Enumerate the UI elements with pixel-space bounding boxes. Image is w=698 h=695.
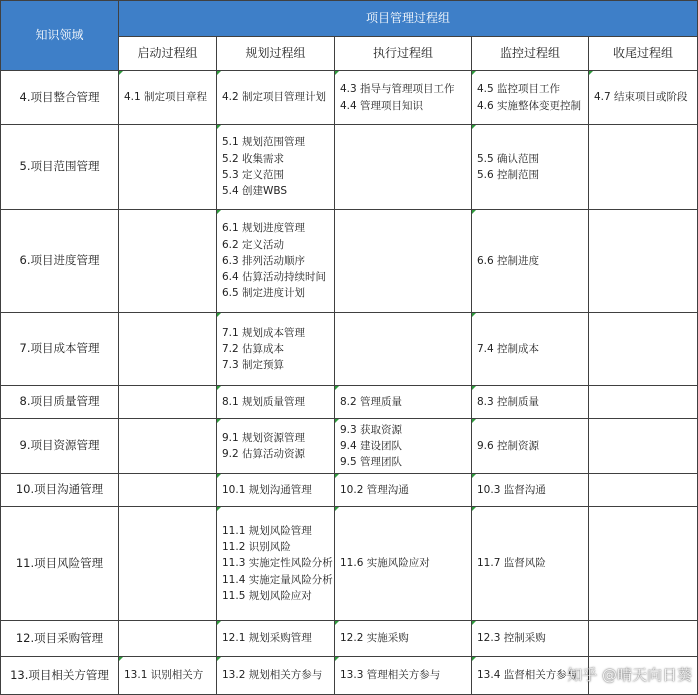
cell-corner-marker bbox=[217, 419, 221, 423]
process-item: 6.2 定义活动 bbox=[222, 238, 285, 251]
cell-monitoring bbox=[472, 419, 589, 474]
process-item: 4.5 监控项目工作 bbox=[477, 83, 561, 96]
process-item: 7.4 控制成本 bbox=[477, 342, 540, 355]
cell-executing bbox=[335, 210, 472, 313]
knowledge-area-label: 9.项目资源管理 bbox=[1, 419, 119, 474]
cell-executing bbox=[335, 71, 472, 125]
process-item: 11.5 规划风险应对 bbox=[222, 589, 312, 602]
process-item: 4.2 制定项目管理计划 bbox=[222, 91, 327, 104]
cell-closing bbox=[589, 386, 698, 419]
process-item: 13.4 监督相关方参与 bbox=[477, 669, 578, 682]
process-item: 11.4 实施定量风险分析 bbox=[222, 573, 333, 586]
process-item: 4.3 指导与管理项目工作 bbox=[340, 83, 455, 96]
cell-monitoring bbox=[472, 621, 589, 657]
process-item: 5.4 创建WBS bbox=[222, 185, 288, 198]
column-header-planning: 规划过程组 bbox=[217, 37, 335, 71]
process-item: 10.2 管理沟通 bbox=[340, 483, 409, 496]
cell-corner-marker bbox=[472, 657, 476, 661]
process-item: 6.5 制定进度计划 bbox=[222, 287, 306, 300]
watermark: 知乎 @晴天向日葵 bbox=[567, 666, 692, 684]
cell-corner-marker bbox=[217, 386, 221, 390]
process-item: 4.1 制定项目章程 bbox=[124, 91, 208, 104]
table-row bbox=[1, 507, 698, 621]
cell-corner-marker bbox=[119, 657, 123, 661]
process-item: 12.2 实施采购 bbox=[340, 632, 409, 645]
table-row bbox=[1, 621, 698, 657]
process-item: 10.1 规划沟通管理 bbox=[222, 483, 312, 496]
cell-corner-marker bbox=[335, 474, 339, 478]
process-item: 11.2 识别风险 bbox=[222, 541, 291, 554]
knowledge-area-label: 5.项目范围管理 bbox=[1, 125, 119, 210]
cell-closing bbox=[589, 474, 698, 507]
cell-initiating bbox=[119, 71, 217, 125]
cell-closing bbox=[589, 419, 698, 474]
process-item: 9.3 获取资源 bbox=[340, 423, 403, 436]
cell-closing bbox=[589, 71, 698, 125]
process-item: 9.4 建设团队 bbox=[340, 439, 403, 452]
cell-planning bbox=[217, 210, 335, 313]
process-item: 12.3 控制采购 bbox=[477, 632, 546, 645]
cell-corner-marker bbox=[589, 71, 593, 75]
column-header-executing: 执行过程组 bbox=[335, 37, 472, 71]
cell-monitoring bbox=[472, 71, 589, 125]
cell-planning bbox=[217, 419, 335, 474]
knowledge-area-label: 4.项目整合管理 bbox=[1, 71, 119, 125]
process-item: 6.1 规划进度管理 bbox=[222, 222, 306, 235]
knowledge-area-label: 13.项目相关方管理 bbox=[1, 657, 119, 695]
cell-corner-marker bbox=[472, 621, 476, 625]
cell-initiating bbox=[119, 474, 217, 507]
process-item: 13.3 管理相关方参与 bbox=[340, 669, 441, 682]
table-row bbox=[1, 386, 698, 419]
cell-monitoring bbox=[472, 125, 589, 210]
cell-corner-marker bbox=[472, 210, 476, 214]
cell-corner-marker bbox=[472, 71, 476, 75]
cell-initiating bbox=[119, 125, 217, 210]
cell-corner-marker bbox=[472, 419, 476, 423]
process-item: 9.1 规划资源管理 bbox=[222, 431, 306, 444]
cell-initiating bbox=[119, 419, 217, 474]
table-body bbox=[1, 71, 698, 695]
process-item: 13.2 规划相关方参与 bbox=[222, 669, 323, 682]
cell-monitoring bbox=[472, 313, 589, 386]
cell-executing bbox=[335, 313, 472, 386]
cell-corner-marker bbox=[335, 419, 339, 423]
cell-initiating bbox=[119, 313, 217, 386]
process-item: 4.4 管理项目知识 bbox=[340, 99, 424, 112]
cell-corner-marker bbox=[217, 71, 221, 75]
process-item: 6.4 估算活动持续时间 bbox=[222, 271, 327, 284]
cell-closing bbox=[589, 507, 698, 621]
cell-corner-marker bbox=[217, 657, 221, 661]
cell-corner-marker bbox=[335, 657, 339, 661]
process-item: 5.3 定义范围 bbox=[222, 169, 285, 181]
process-item: 8.1 规划质量管理 bbox=[222, 395, 306, 408]
knowledge-area-label: 7.项目成本管理 bbox=[1, 313, 119, 386]
table-row bbox=[1, 313, 698, 386]
cell-corner-marker bbox=[472, 313, 476, 317]
cell-executing bbox=[335, 657, 472, 695]
cell-executing bbox=[335, 507, 472, 621]
table-row bbox=[1, 210, 698, 313]
cell-monitoring bbox=[472, 210, 589, 313]
cell-corner-marker bbox=[217, 621, 221, 625]
cell-planning bbox=[217, 474, 335, 507]
column-header-monitoring: 监控过程组 bbox=[472, 37, 589, 71]
cell-corner-marker bbox=[472, 507, 476, 511]
process-item: 9.6 控制资源 bbox=[477, 439, 540, 452]
cell-closing bbox=[589, 125, 698, 210]
process-item: 8.3 控制质量 bbox=[477, 395, 540, 408]
cell-planning bbox=[217, 313, 335, 386]
process-item: 5.6 控制范围 bbox=[477, 169, 540, 181]
cell-initiating bbox=[119, 657, 217, 695]
process-item: 6.3 排列活动顺序 bbox=[222, 254, 306, 267]
process-item: 5.1 规划范围管理 bbox=[222, 136, 306, 149]
cell-initiating bbox=[119, 621, 217, 657]
cell-initiating bbox=[119, 210, 217, 313]
process-item: 9.2 估算活动资源 bbox=[222, 448, 306, 460]
cell-corner-marker bbox=[472, 386, 476, 390]
cell-executing bbox=[335, 386, 472, 419]
cell-executing bbox=[335, 621, 472, 657]
cell-corner-marker bbox=[335, 621, 339, 625]
cell-corner-marker bbox=[335, 71, 339, 75]
process-item: 5.5 确认范围 bbox=[477, 152, 540, 165]
cell-executing bbox=[335, 125, 472, 210]
cell-executing bbox=[335, 419, 472, 474]
knowledge-area-label: 12.项目采购管理 bbox=[1, 621, 119, 657]
header-group-title: 项目管理过程组 bbox=[119, 1, 698, 37]
process-item: 7.2 估算成本 bbox=[222, 342, 285, 355]
cell-initiating bbox=[119, 507, 217, 621]
cell-planning bbox=[217, 71, 335, 125]
cell-monitoring bbox=[472, 386, 589, 419]
cell-closing bbox=[589, 621, 698, 657]
cell-monitoring bbox=[472, 474, 589, 507]
process-item: 7.1 规划成本管理 bbox=[222, 326, 306, 339]
header-corner: 知识领域 bbox=[1, 1, 119, 71]
process-item: 5.2 收集需求 bbox=[222, 152, 285, 165]
process-item: 11.1 规划风险管理 bbox=[222, 524, 312, 537]
cell-executing bbox=[335, 474, 472, 507]
cell-planning bbox=[217, 507, 335, 621]
cell-closing bbox=[589, 210, 698, 313]
knowledge-area-label: 11.项目风险管理 bbox=[1, 507, 119, 621]
cell-corner-marker bbox=[335, 507, 339, 511]
cell-closing bbox=[589, 313, 698, 386]
process-item: 4.6 实施整体变更控制 bbox=[477, 99, 582, 112]
knowledge-area-label: 10.项目沟通管理 bbox=[1, 474, 119, 507]
cell-planning bbox=[217, 125, 335, 210]
table-row bbox=[1, 474, 698, 507]
cell-corner-marker bbox=[472, 474, 476, 478]
cell-planning bbox=[217, 657, 335, 695]
cell-corner-marker bbox=[335, 386, 339, 390]
process-item: 4.7 结束项目或阶段 bbox=[594, 91, 688, 104]
cell-planning bbox=[217, 621, 335, 657]
process-item: 9.5 管理团队 bbox=[340, 456, 403, 469]
column-header-initiating: 启动过程组 bbox=[119, 37, 217, 71]
cell-initiating bbox=[119, 386, 217, 419]
cell-corner-marker bbox=[119, 71, 123, 75]
cell-corner-marker bbox=[217, 507, 221, 511]
cell-corner-marker bbox=[217, 210, 221, 214]
process-item: 13.1 识别相关方 bbox=[124, 669, 204, 682]
process-item: 10.3 监督沟通 bbox=[477, 483, 546, 496]
cell-monitoring bbox=[472, 507, 589, 621]
process-item: 7.3 制定预算 bbox=[222, 359, 285, 372]
process-item: 12.1 规划采购管理 bbox=[222, 632, 312, 645]
process-item: 11.7 监督风险 bbox=[477, 557, 546, 570]
process-item: 11.6 实施风险应对 bbox=[340, 557, 430, 570]
cell-corner-marker bbox=[472, 125, 476, 129]
process-item: 6.6 控制进度 bbox=[477, 254, 540, 267]
process-item: 8.2 管理质量 bbox=[340, 395, 403, 408]
column-header-closing: 收尾过程组 bbox=[589, 37, 698, 71]
table-row bbox=[1, 419, 698, 474]
process-item: 11.3 实施定性风险分析 bbox=[222, 557, 333, 570]
knowledge-area-label: 6.项目进度管理 bbox=[1, 210, 119, 313]
cell-planning bbox=[217, 386, 335, 419]
cell-corner-marker bbox=[217, 125, 221, 129]
cell-corner-marker bbox=[217, 474, 221, 478]
cell-corner-marker bbox=[217, 313, 221, 317]
knowledge-area-label: 8.项目质量管理 bbox=[1, 386, 119, 419]
table-row bbox=[1, 125, 698, 210]
table-row bbox=[1, 71, 698, 125]
